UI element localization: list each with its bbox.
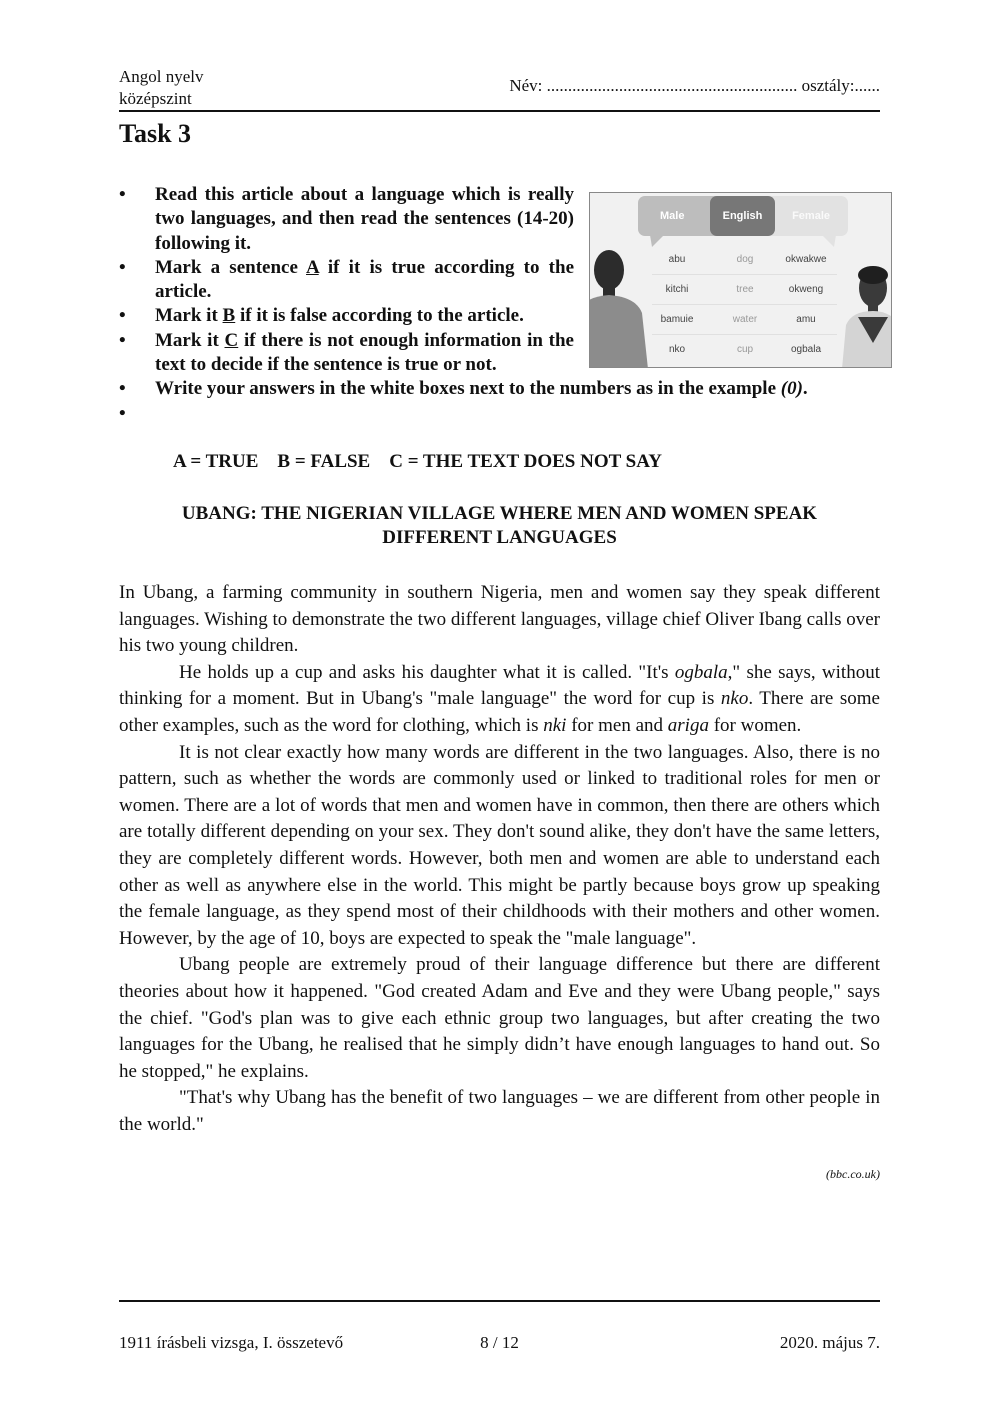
- example-ref: (0): [780, 378, 803, 400]
- article-paragraph: In Ubang, a farming community in southern Nigeria, men and women say they speak different languages. Wishing to demonstrate the two different languages, village chief Oliver Ibang calls over his two young children.: [119, 582, 880, 657]
- page-number: 8 / 12: [480, 1333, 519, 1352]
- article-paragraph: He holds up a cup and asks his daughter what it is called. "It's ogbala," she says, without thinking for a moment. But in Ubang's "male language" the word for cup is nko. There are some other examples, such as the word for clothing, which is nki for men and ariga for women.: [119, 661, 880, 736]
- instruction-item: [119, 402, 880, 499]
- male-tab: Male: [638, 196, 762, 236]
- answer-letter-b: B: [222, 305, 236, 327]
- subject-line2: középszint: [119, 89, 192, 108]
- article-body: [119, 580, 880, 1138]
- instruction-item: • Mark it C if there is not enough information in the text to decide if the sentence is true or not.: [119, 329, 574, 376]
- instruction-item: • Write your answers in the white boxes next to the numbers as in the example (0).: [119, 377, 880, 401]
- bullet-icon: •: [119, 378, 126, 400]
- bullet-icon: •: [119, 402, 126, 424]
- english-tab: English: [710, 196, 775, 236]
- instruction-item: • Mark a sentence A if it is true according to the article.: [119, 256, 574, 303]
- word-row: kitchi tree okweng: [652, 275, 837, 305]
- page-footer: [119, 1333, 880, 1355]
- article-paragraph: Ubang people are extremely proud of their language difference but there are different theories about how it happened. "God created Adam and Eve and they were Ubang people," says the chief. "God's plan was to give each ethnic group two languages, but after creating the two languages for the Ubang, he realised that he simply didn’t have enough languages to hand out. So he stopped," he explains.: [119, 954, 880, 1082]
- instruction-item: • Mark it B if it is false according to the article.: [119, 304, 574, 328]
- exam-label: 1911 írásbeli vizsga, I. összetevő: [119, 1333, 344, 1352]
- article-title: UBANG: THE NIGERIAN VILLAGE WHERE MEN AND WOMEN SPEAK DIFFERENT LANGUAGES: [181, 503, 818, 548]
- bullet-icon: •: [119, 256, 126, 278]
- word-row: bamuie water amu: [652, 305, 837, 335]
- bullet-icon: •: [119, 305, 126, 327]
- article-paragraph: It is not clear exactly how many words are different in the two languages. Also, there is no pattern, such as whether the words are commonly used or linked to traditional roles for men or women. There are a lot of words that men and women have in common, then there are others which are totally different depending on your sex. They don't sound alike, they don't have the same letters, they are completely different words. However, both men and women are able to understand each other as well as anywhere else in the world. This might be partly because boys grow up speaking the female language, as they spend most of their childhoods with their mothers and other women. However, by the age of 10, boys are expected to speak the "male language".: [119, 741, 880, 949]
- word-row: nko cup ogbala: [668, 344, 822, 355]
- task-title: Task 3: [119, 119, 192, 148]
- language-comparison-figure: [589, 192, 892, 368]
- subject-line1: Angol nyelv: [119, 67, 204, 86]
- footer-divider: [119, 1300, 880, 1302]
- bullet-icon: •: [119, 184, 126, 205]
- instruction-item: • Read this article about a language which is really two languages, and then read the sentences (14-20) following it.: [119, 184, 574, 254]
- female-tab: Female: [766, 196, 848, 236]
- man-head: [594, 250, 624, 290]
- subject-label: [119, 66, 204, 110]
- article-paragraph: "That's why Ubang has the benefit of two languages – we are different from other people in the world.": [119, 1087, 880, 1135]
- man-body: [590, 295, 648, 368]
- answer-key: A = TRUE B = FALSE C = THE TEXT DOES NOT SAY: [172, 451, 662, 473]
- page-header: [119, 66, 880, 112]
- bullet-icon: •: [119, 329, 126, 351]
- word-row: abu dog okwakwe: [652, 245, 837, 275]
- name-class-field: Név: ........................................................... osztály:......: [509, 76, 880, 95]
- article-source: (bbc.co.uk): [826, 1167, 880, 1181]
- answer-letter-a: A: [306, 256, 319, 278]
- exam-date: 2020. május 7.: [779, 1333, 880, 1352]
- answer-letter-c: C: [224, 329, 239, 351]
